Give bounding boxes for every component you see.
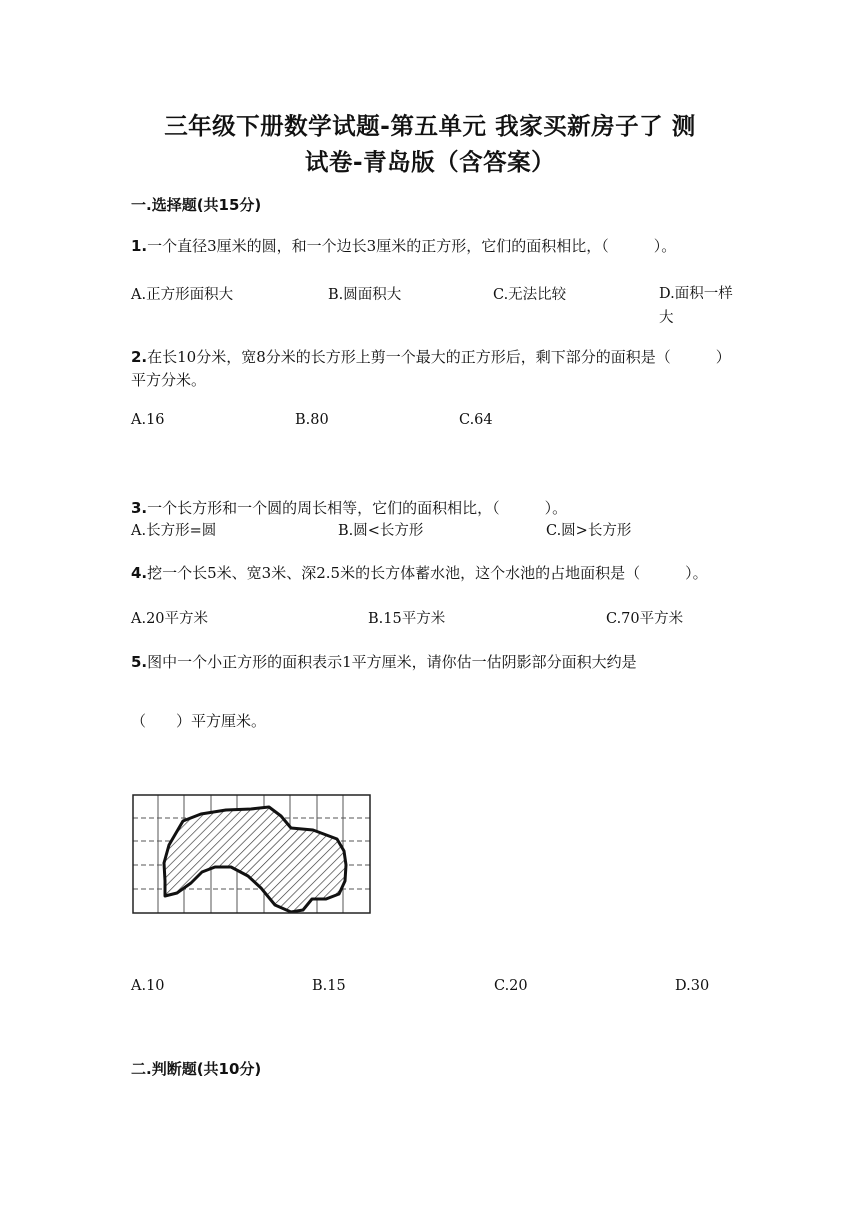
title-line-1: 三年级下册数学试题-第五单元 我家买新房子了 测 (164, 112, 696, 140)
question-1 (131, 235, 731, 258)
question-text: 图中一个小正方形的面积表示1平方厘米，请你估一估阴影部分面积大约是 (147, 653, 637, 671)
option-5c[interactable]: C.20 (494, 978, 528, 994)
option-2c[interactable]: C.64 (459, 412, 493, 428)
question-5-continuation: （ ）平方厘米。 (131, 712, 267, 730)
question-3 (131, 497, 731, 520)
option-4c[interactable]: C.70平方米 (606, 611, 684, 627)
option-4b[interactable]: B.15平方米 (368, 611, 446, 627)
option-5a[interactable]: A.10 (131, 978, 165, 994)
option-5d[interactable]: D.30 (675, 978, 710, 994)
question-number: 3. (131, 499, 148, 517)
question-text: 在长10分米，宽8分米的长方形上剪一个最大的正方形后，剩下部分的面积是（ ）平方分米。 (131, 348, 731, 389)
option-3b[interactable]: B.圆<长方形 (338, 523, 424, 539)
option-1b[interactable]: B.圆面积大 (328, 287, 402, 303)
option-4a[interactable]: A.20平方米 (131, 611, 209, 627)
option-1d[interactable]: D.面积一样大 (659, 286, 733, 326)
question-text: 一个直径3厘米的圆，和一个边长3厘米的正方形，它们的面积相比，（ ）。 (147, 237, 677, 255)
question-2 (131, 346, 731, 392)
option-1a[interactable]: A.正方形面积大 (131, 287, 234, 303)
question-text: 一个长方形和一个圆的周长相等，它们的面积相比，（ ）。 (147, 499, 568, 517)
question-4 (131, 562, 731, 585)
option-2a[interactable]: A.16 (131, 412, 165, 428)
question-number: 2. (131, 348, 148, 366)
page-title (120, 108, 740, 180)
option-3c[interactable]: C.圆>长方形 (546, 523, 632, 539)
question-number: 5. (131, 653, 148, 671)
option-5b[interactable]: B.15 (312, 978, 346, 994)
option-3a[interactable]: A.长方形=圆 (131, 523, 217, 539)
question-number: 4. (131, 564, 148, 582)
grid-shaded-area-figure (131, 793, 373, 917)
title-line-2: 试卷-青岛版（含答案） (304, 148, 556, 176)
question-text: 挖一个长5米、宽3米、深2.5米的长方体蓄水池，这个水池的占地面积是（ ）。 (147, 564, 708, 582)
question-number: 1. (131, 237, 148, 255)
section-heading-judgment: 二.判断题(共10分) (131, 1060, 262, 1078)
option-2b[interactable]: B.80 (295, 412, 329, 428)
option-1c[interactable]: C.无法比较 (493, 287, 567, 303)
question-5 (131, 651, 731, 674)
shaded-region (164, 807, 346, 912)
section-heading-choice: 一.选择题(共15分) (131, 196, 262, 214)
